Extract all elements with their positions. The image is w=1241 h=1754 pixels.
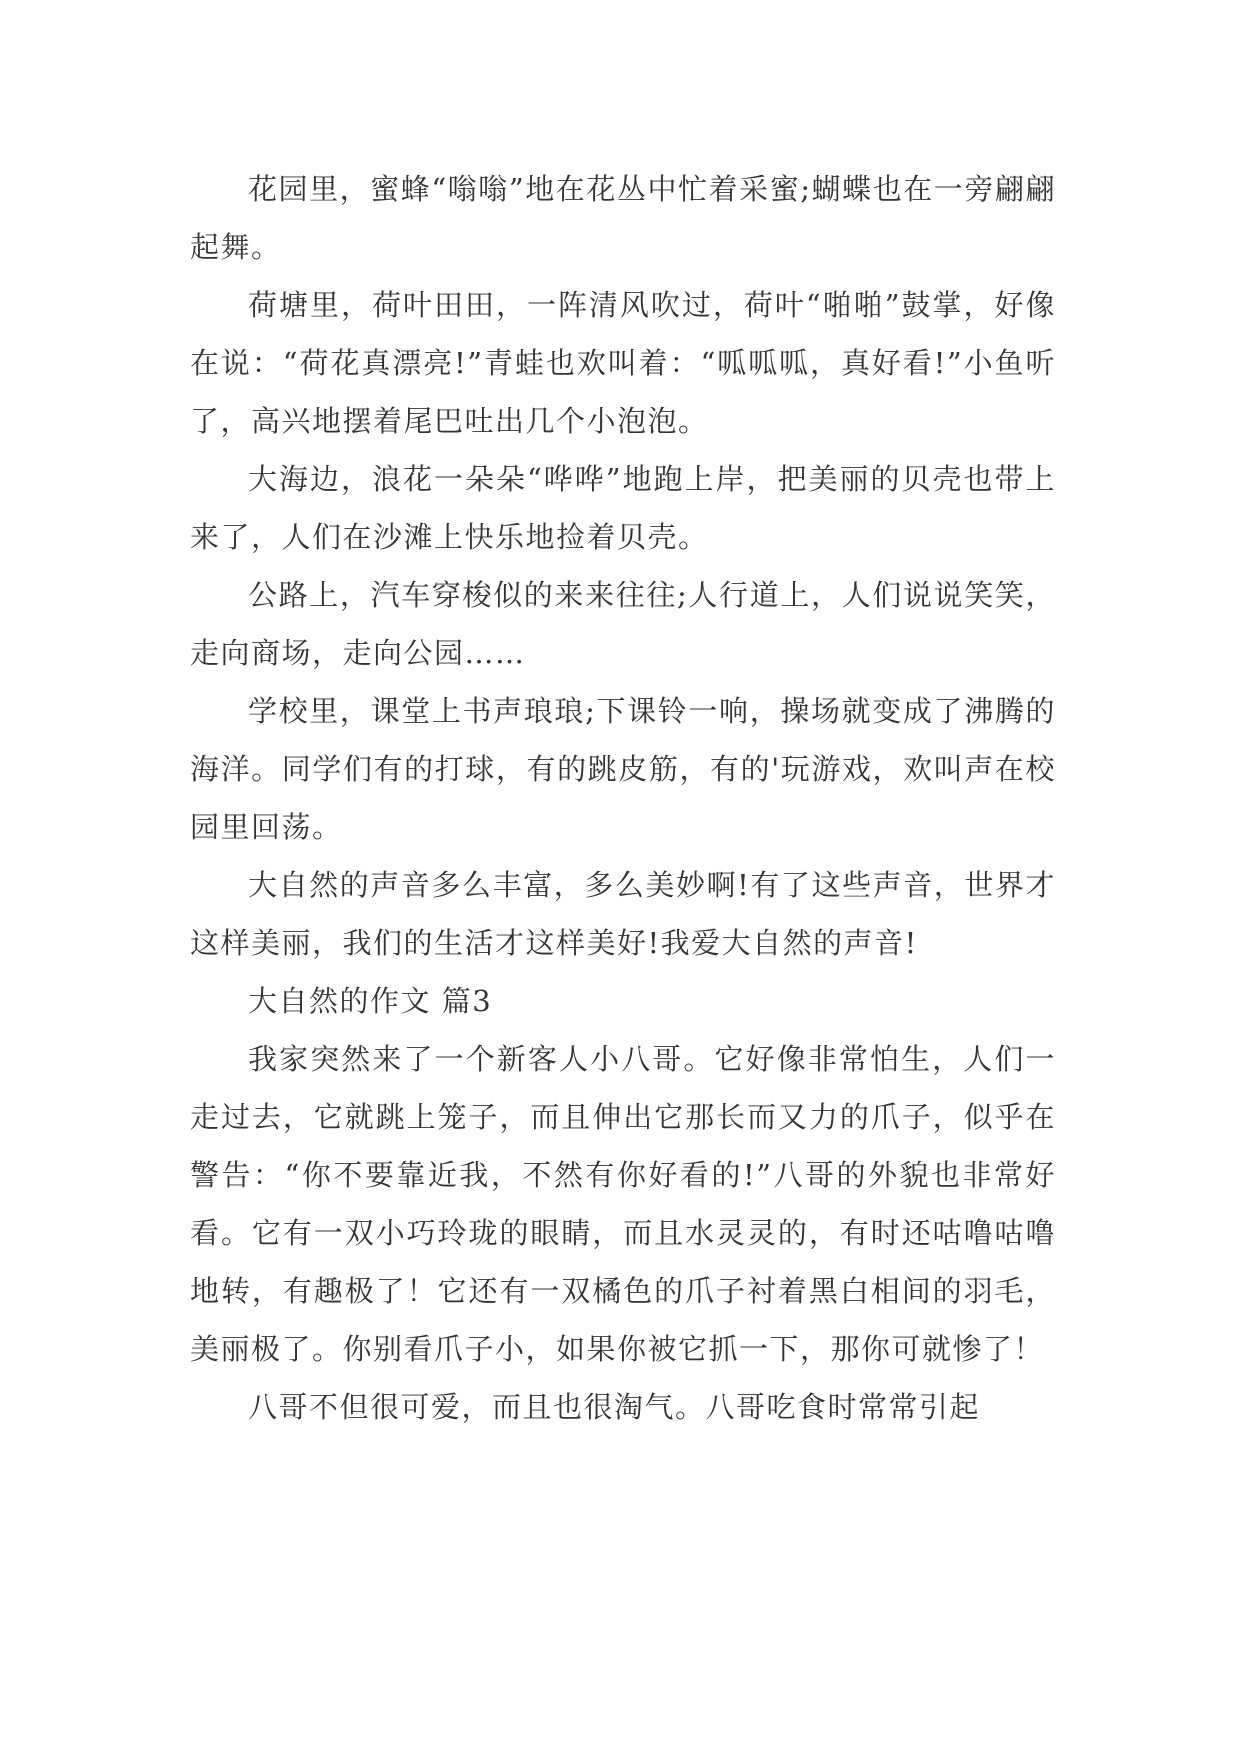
paragraph-myna-naughty: 八哥不但很可爱，而且也很淘气。八哥吃食时常常引起 (248, 1390, 981, 1424)
paragraph-lotus-pond: 荷塘里，荷叶田田，一阵清风吹过，荷叶“啪啪”鼓掌，好像在说：“荷花真漂亮!”青蛙也欢叫着：“呱呱呱，真好看!”小鱼听了，高兴地摆着尾巴吐出几个小泡泡。 (190, 288, 1056, 438)
paragraph-school: 学校里，课堂上书声琅琅;下课铃一响，操场就变成了沸腾的海洋。同学们有的打球，有的跳皮筋，有的'玩游戏，欢叫声在校园里回荡。 (190, 694, 1056, 844)
paragraph-myna-intro: 我家突然来了一个新客人小八哥。它好像非常怕生，人们一走过去，它就跳上笼子，而且伸出它那长而又力的爪子，似乎在警告：“你不要靠近我，不然有你好看的!”八哥的外貌也非常好看。它有一双小巧玲珑的眼睛，而且水灵灵的，有时还咕噜咕噜地转，有趣极了！它还有一双橘色的爪子衬着黑白相间的羽毛，美丽极了。你别看爪子小，如果你被它抓一下，那你可就惨了！ (190, 1042, 1056, 1366)
paragraph-conclusion: 大自然的声音多么丰富，多么美妙啊!有了这些声音，世界才这样美丽，我们的生活才这样美好!我爱大自然的声音! (190, 868, 1056, 960)
section-heading: 大自然的作文 篇3 (248, 984, 493, 1018)
paragraph-seaside: 大海边，浪花一朵朵“哗哗”地跑上岸，把美丽的贝壳也带上来了，人们在沙滩上快乐地捡着贝壳。 (190, 462, 1056, 554)
paragraph-road: 公路上，汽车穿梭似的来来往往;人行道上，人们说说笑笑，走向商场，走向公园…… (190, 578, 1056, 670)
document-page (190, 160, 1056, 1436)
paragraph-garden: 花园里，蜜蜂“嗡嗡”地在花丛中忙着采蜜;蝴蝶也在一旁翩翩起舞。 (190, 172, 1056, 264)
